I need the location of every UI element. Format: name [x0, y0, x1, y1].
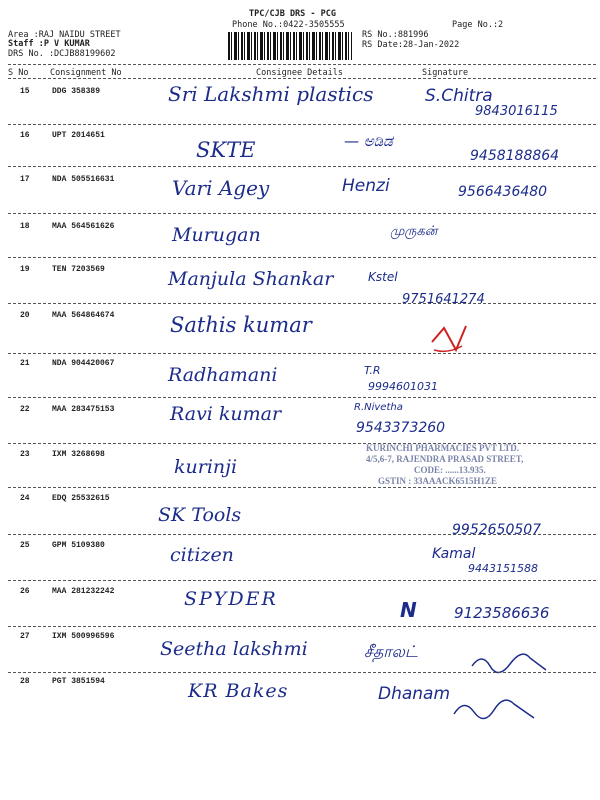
serial-number: 23 [20, 450, 30, 459]
receiver-phone: 9843016115 [475, 104, 558, 119]
consignee-name: Vari Agey [172, 176, 270, 200]
consignment-number: MAA 283475153 [52, 405, 115, 414]
signature: Kamal [432, 546, 476, 562]
consignment-number: PGT 3851594 [52, 677, 105, 686]
header-rule-top [8, 64, 596, 65]
consignment-number: IXM 500996596 [52, 632, 115, 641]
signature: S.Chitra [425, 86, 493, 106]
consignee-name: Radhamani [168, 364, 278, 386]
consignee-name: Sri Lakshmi plastics [168, 82, 374, 106]
serial-number: 17 [20, 175, 30, 184]
serial-number: 28 [20, 677, 30, 686]
serial-number: 18 [20, 222, 30, 231]
row-divider [8, 303, 596, 304]
consignee-name: SKTE [196, 138, 256, 162]
signature-scribble [470, 648, 550, 678]
serial-number: 24 [20, 494, 30, 503]
receiver-phone: 9443151588 [468, 562, 538, 575]
row-divider [8, 487, 596, 488]
row-divider [8, 166, 596, 167]
consignment-number: UPT 2014651 [52, 131, 105, 140]
row-divider [8, 580, 596, 581]
signature-scribble [428, 320, 470, 354]
row-divider [8, 257, 596, 258]
serial-number: 26 [20, 587, 30, 596]
serial-number: 20 [20, 311, 30, 320]
consignment-number: GPM 5109380 [52, 541, 105, 550]
consignment-number: TEN 7203569 [52, 265, 105, 274]
drs-number: DRS No. :DCJB88199602 [8, 49, 116, 59]
signature: Dhanam [378, 684, 451, 704]
row-divider [8, 534, 596, 535]
rs-date: RS Date:28-Jan-2022 [362, 40, 460, 50]
serial-number: 22 [20, 405, 30, 414]
stamp-line: GSTIN : 33AAACK6515H1ZE [378, 476, 498, 486]
signature: — ಅಡಿಡ [344, 132, 393, 150]
consignee-name: kurinji [174, 456, 238, 478]
consignee-name: KR Bakes [188, 680, 289, 702]
receiver-phone: 9123586636 [454, 604, 550, 622]
signature: N [400, 598, 417, 622]
serial-number: 27 [20, 632, 30, 641]
receiver-phone: 9751641274 [402, 292, 485, 307]
receiver-phone: 9952650507 [452, 522, 542, 538]
row-divider [8, 213, 596, 214]
consignment-number: MAA 564864674 [52, 311, 115, 320]
signature: T.R [364, 364, 381, 377]
rs-number: RS No.:881996 [362, 30, 429, 40]
company-stamp [366, 443, 523, 487]
signature: Kstel [368, 270, 398, 284]
serial-number: 15 [20, 87, 30, 96]
serial-number: 25 [20, 541, 30, 550]
row-divider [8, 626, 596, 627]
col-consignee: Consignee Details [256, 68, 343, 78]
stamp-line: CODE: ......13.935. [414, 465, 486, 475]
receiver-phone: 9543373260 [356, 420, 446, 436]
signature: R.Nivetha [354, 402, 403, 413]
consignee-name: Murugan [172, 224, 261, 246]
consignment-number: IXM 3268698 [52, 450, 105, 459]
col-consignment: Consignment No [50, 68, 122, 78]
row-divider [8, 353, 596, 354]
barcode [228, 32, 352, 60]
row-divider [8, 672, 596, 673]
area-label: Area :RAJ NAIDU STREET [8, 30, 121, 40]
page-number: Page No.:2 [452, 20, 504, 30]
consignment-number: MAA 281232242 [52, 587, 115, 596]
consignee-name: Seetha lakshmi [160, 638, 308, 660]
header-rule-bottom [8, 78, 596, 79]
consignee-name: citizen [170, 544, 234, 566]
signature: முருகன் [390, 224, 438, 239]
signature: Henzi [342, 176, 390, 196]
consignee-name: Ravi kumar [170, 403, 282, 425]
receiver-phone: 9994601031 [368, 380, 438, 393]
consignment-number: DDG 358389 [52, 87, 101, 96]
col-sno: S No [8, 68, 29, 78]
serial-number: 19 [20, 265, 30, 274]
consignment-number: MAA 564561626 [52, 222, 115, 231]
col-signature: Signature [422, 68, 469, 78]
consignment-number: EDQ 25532615 [52, 494, 110, 503]
stamp-line: KURINCHI PHARMACIES PVT LTD. [366, 443, 520, 453]
document-title: TPC/CJB DRS - PCG [249, 9, 336, 19]
consignee-name: Manjula Shankar [168, 268, 334, 290]
consignee-name: SK Tools [158, 504, 242, 526]
signature-scribble [450, 690, 540, 726]
row-divider [8, 397, 596, 398]
receiver-phone: 9458188864 [470, 148, 560, 164]
serial-number: 16 [20, 131, 30, 140]
row-divider [8, 124, 596, 125]
signature: சீதாலட் [364, 642, 418, 661]
staff-label: Staff :P V KUMAR [8, 39, 90, 49]
phone-number: Phone No.:0422-3505555 [232, 20, 345, 30]
stamp-line: 4/5,6-7, RAJENDRA PRASAD STREET, [366, 454, 524, 464]
consignment-number: NDA 904420067 [52, 359, 115, 368]
consignment-number: NDA 505516631 [52, 175, 115, 184]
consignee-name: SPYDER [184, 588, 278, 610]
serial-number: 21 [20, 359, 30, 368]
receiver-phone: 9566436480 [458, 184, 548, 200]
consignee-name: Sathis kumar [170, 313, 312, 337]
